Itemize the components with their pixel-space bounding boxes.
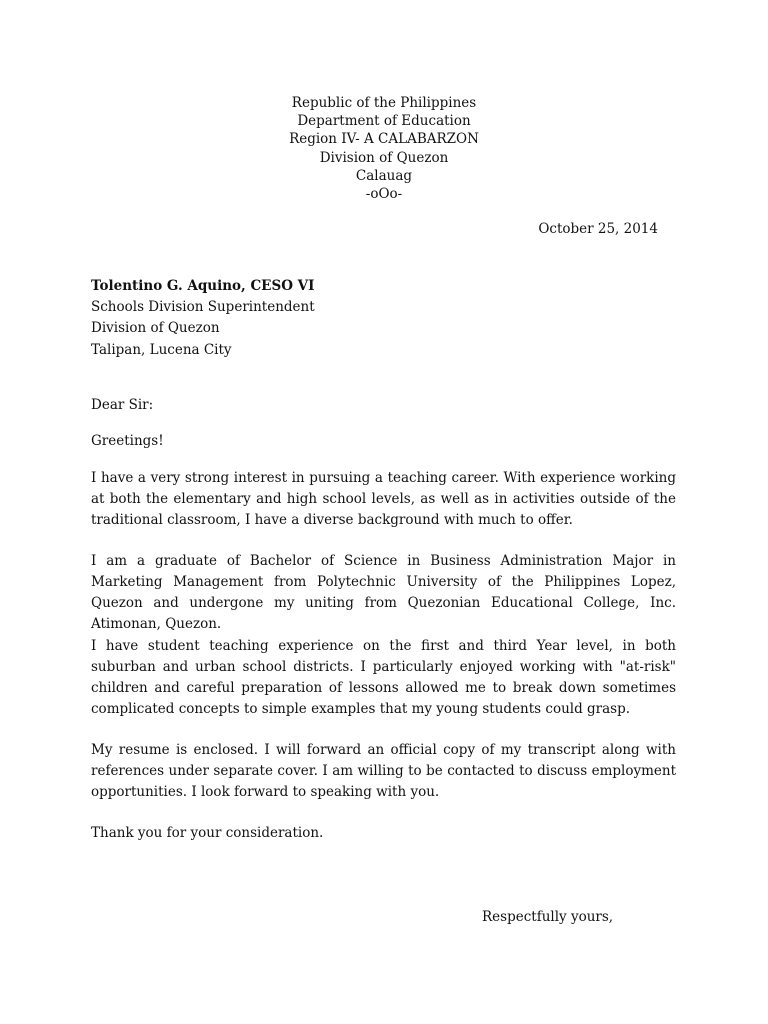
letterhead-region: Region IV- A CALABARZON: [289, 131, 479, 148]
letter-date: October 25, 2014: [538, 221, 658, 237]
letterhead-division: Division of Quezon: [319, 149, 449, 166]
greeting: Greetings!: [91, 433, 164, 449]
recipient-address: Talipan, Lucena City: [91, 341, 232, 358]
recipient-name: Tolentino G. Aquino, CESO VI: [91, 278, 315, 294]
paragraph-interest: I have a very strong interest in pursuing a teaching career. With experience working at both the elementary and high school levels, as well as in activities outside of the traditional classroom, I have a diverse background with much to offer.: [91, 470, 676, 529]
letterhead-separator: -oOo-: [365, 186, 403, 203]
paragraph-education: I am a graduate of Bachelor of Science in Business Administration Major in Marketing Management from Polytechnic University of the Philippines Lopez, Quezon and undergone my uniting from Quezonian Educational College, Inc. Atimonan, Quezon.: [91, 553, 676, 633]
recipient-block: [91, 276, 315, 361]
letterhead-municipality: Calauag: [355, 167, 413, 184]
thanks-line: Thank you for your consideration.: [91, 825, 324, 841]
salutation: Dear Sir:: [91, 397, 154, 413]
letterhead-country: Republic of the Philippines: [291, 95, 477, 111]
paragraph-resume: My resume is enclosed. I will forward an official copy of my transcript along with references under separate cover. I am willing to be contacted to discuss employment opportunities. I look forward to speaking with you.: [91, 742, 676, 801]
letterhead: [0, 94, 768, 203]
recipient-title: Schools Division Superintendent: [91, 299, 315, 316]
recipient-division: Division of Quezon: [91, 320, 220, 337]
paragraph-experience: I have student teaching experience on the first and third Year level, in both suburban and urban school districts. I particularly enjoyed working with "at-risk" children and careful preparation of lessons allowed me to break down sometimes complicated concepts to simple examples that my young students could grasp.: [91, 638, 676, 718]
closing-line: Respectfully yours,: [482, 909, 614, 925]
letterhead-department: Department of Education: [297, 113, 471, 130]
